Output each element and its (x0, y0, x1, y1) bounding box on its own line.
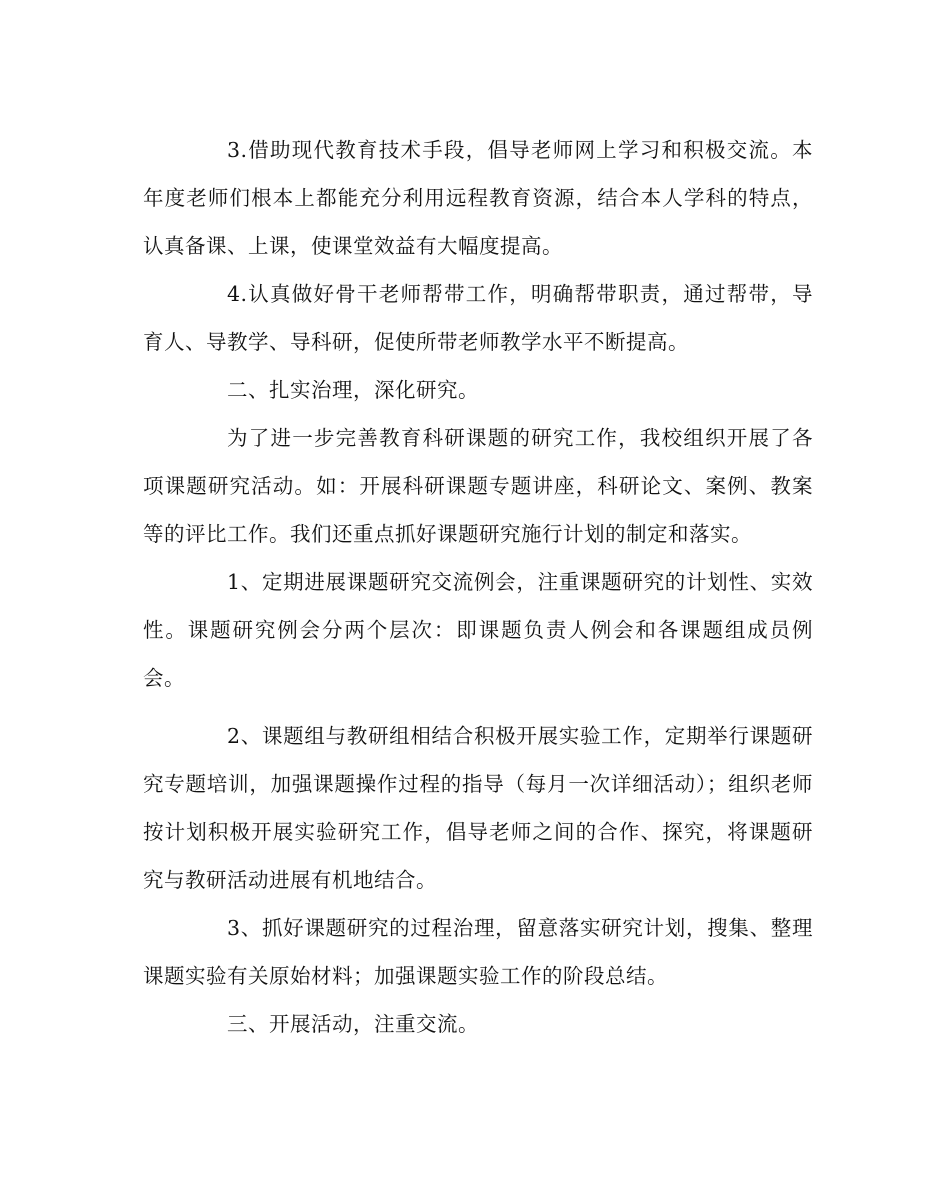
paragraph-mentoring: 4.认真做好骨干老师帮带工作，明确帮带职责，通过帮带，导育人、导教学、导科研，促使所带老师教学水平不断提高。 (143, 282, 813, 354)
paragraph-item-1: 1、定期进展课题研究交流例会，注重课题研究的计划性、实效性。课题研究例会分两个层次：即课题负责人例会和各课题组成员例会。 (143, 570, 813, 690)
paragraph-item-2: 2、课题组与教研组相结合积极开展实验工作，定期举行课题研究专题培训，加强课题操作过程的指导（每月一次详细活动）；组织老师按计划积极开展实验研究工作，倡导老师之间的合作、探究，将课题研究与教研活动进展有机地结合。 (143, 724, 813, 892)
section-heading-2: 二、扎实治理，深化研究。 (227, 378, 479, 402)
document-body (143, 126, 813, 1048)
paragraph-modern-tech: 3.借助现代教育技术手段，倡导老师网上学习和积极交流。本年度老师们根本上都能充分利用远程教育资源，结合本人学科的特点，认真备课、上课，使课堂效益有大幅度提高。 (143, 138, 813, 258)
paragraph-item-3: 3、抓好课题研究的过程治理，留意落实研究计划，搜集、整理课题实验有关原始材料；加强课题实验工作的阶段总结。 (143, 916, 813, 988)
paragraph-research-intro: 为了进一步完善教育科研课题的研究工作，我校组织开展了各项课题研究活动。如：开展科研课题专题讲座，科研论文、案例、教案等的评比工作。我们还重点抓好课题研究施行计划的制定和落实。 (143, 426, 813, 546)
section-heading-3: 三、开展活动，注重交流。 (227, 1012, 479, 1036)
